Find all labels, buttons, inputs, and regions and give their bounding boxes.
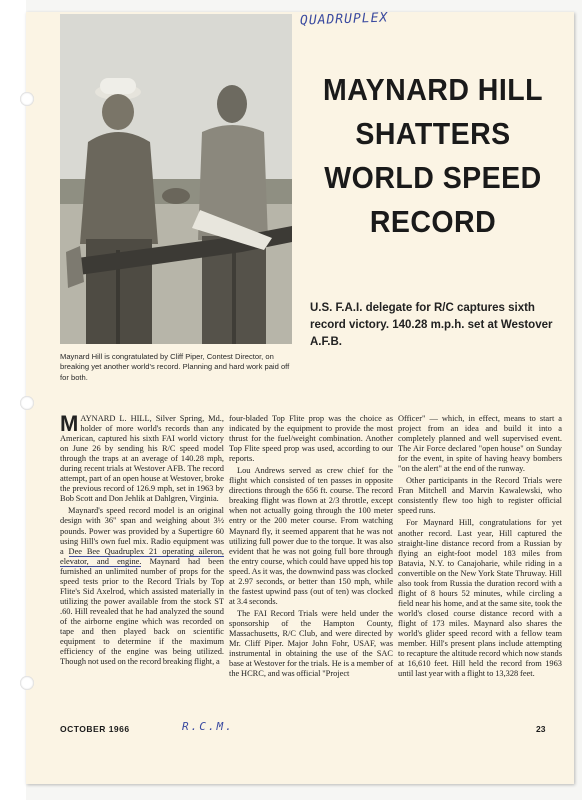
headline-line: SHATTERS [355, 116, 511, 151]
photo-illustration [60, 14, 292, 344]
article-column-3 [398, 414, 562, 681]
page-number: 23 [536, 724, 546, 734]
headline-line: WORLD SPEED [324, 160, 542, 195]
headline-line: MAYNARD HILL [323, 72, 543, 107]
punch-hole [20, 676, 34, 690]
article-column-2 [229, 414, 393, 681]
article-column-1 [60, 411, 225, 669]
article-paragraph: Other participants in the Record Trials were Fran Mitchell and Marvin Kawalewski, who consistently flew too high to register official speed runs. [398, 476, 562, 516]
headline-line: RECORD [369, 204, 497, 239]
punch-hole [20, 92, 34, 106]
issue-date: OCTOBER 1966 [60, 724, 130, 734]
drop-cap: M [60, 411, 79, 436]
article-paragraph [60, 411, 224, 504]
headline [304, 68, 562, 244]
paragraph-text: AYNARD L. HILL, Silver Spring, Md., holder of more world's records than any American, captured his sixth FAI world victory on June 26 by sending his R/C speed model through the traps at an average of 140.28 mph, during recent trials at Westover AFB. The record attempt, part of an open house at Westover, broke the previous record of 126.9 mph, set in 1963 by Bob Scott and Don Jehlik at Dahlgren, Virginia. [60, 414, 224, 504]
paragraph-text: Maynard had been furnished an unlimited number of props for the speed tests prior to the Record Trials by Top Flite's Sid Axelrod, which assisted materially in utilizing the power available from the stock ST .60. Hill revealed that he had analyzed the sound of the airborne engine which was recorded on tape and then played back on scientific equipment to determine if the maximum efficiency of the engine was being utilized. Though not used on the record breaking flight, a [60, 556, 224, 667]
photo-two-men-with-model-plane [60, 14, 292, 344]
article-paragraph: four-bladed Top Flite prop was the choice as indicated by the equipment to provide the most thrust for the fuel/weight combination. Another Top Flite speed prop was used, according to our reports. [229, 414, 393, 464]
paragraph-text: Maynard's speed record model is an original design with 36" span and weighing about 3½ pounds. Power was provided by a Supertigre 60 using Hill's own fuel mix. Radio equipment was a [60, 506, 224, 556]
article-paragraph: Lou Andrews served as crew chief for the flight which consisted of ten passes in opposite directions through the 656 ft. course. The record breaking flight was flown at 2/3 throttle, except when not actually going through the 100 meter entry or the 200 meter course. From watching Maynard fly, it seemed apparent that he was not utilizing full power due to the torque. It was also evident that he was not going full bore through the entry course, which could have upped his top speed. As it was, the downwind pass was clocked at 2.97 seconds, or better than 150 mph, while the fastest upwind pass (out of ten) was clocked at 3.4 seconds. [229, 466, 393, 606]
article-paragraph [60, 506, 224, 667]
underlined-text: Dee Bee Quadruplex 21 operating aileron, elevator, and engine. [60, 546, 225, 566]
subheadline: U.S. F.A.I. delegate for R/C captures sixth record victory. 140.28 m.p.h. set at Westover A.F.B. [310, 302, 553, 348]
article-paragraph: For Maynard Hill, congratulations for yet another record. Last year, Hill captured the straight-line distance record from a Russian by flying an eight-foot model 183 miles from Batavia, N.Y. to Canajoharie, while riding in a convertible on the New York State Thruway. Hill also took from Russia the duration record with a flight of 8 hours 52 minutes, while circling a field near his home, and at the same site, took the world's closed course distance record with a flight of 173 miles. Maynard also shares the world's glider speed record with a fellow team member. Hill's present plans include attempting to recapture the altitude record which now stands at 16,610 feet. Hill held the record from 1963 until last year with a flight to 13,328 feet. [398, 518, 562, 679]
article-paragraph: The FAI Record Trials were held under the sponsorship of the Hampton County, Massachusetts, R/C Club, and were directed by Mr. Cliff Piper. Major John Fohr, USAF, was instrumental in obtaining the use of the SAC base at Westover for the trials. He is a member of the HCRC, and was official "Project [229, 608, 393, 679]
article-paragraph: Officer" — which, in effect, means to start a project from an idea and build it into a completely planned and well supervised event. The Air Force declared "open house" on Sunday for the event, in spite of having heavy bombers "on the alert" at the end of the runway. [398, 414, 562, 474]
handwritten-annotation-bottom: R.C.M. [182, 720, 234, 733]
photo-caption: Maynard Hill is congratulated by Cliff Piper, Contest Director, on breaking yet another world's record. Planning and hard work paid off for both. [60, 352, 290, 382]
handwritten-annotation-top: QUADRUPLEX [299, 10, 389, 29]
punch-hole [20, 396, 34, 410]
